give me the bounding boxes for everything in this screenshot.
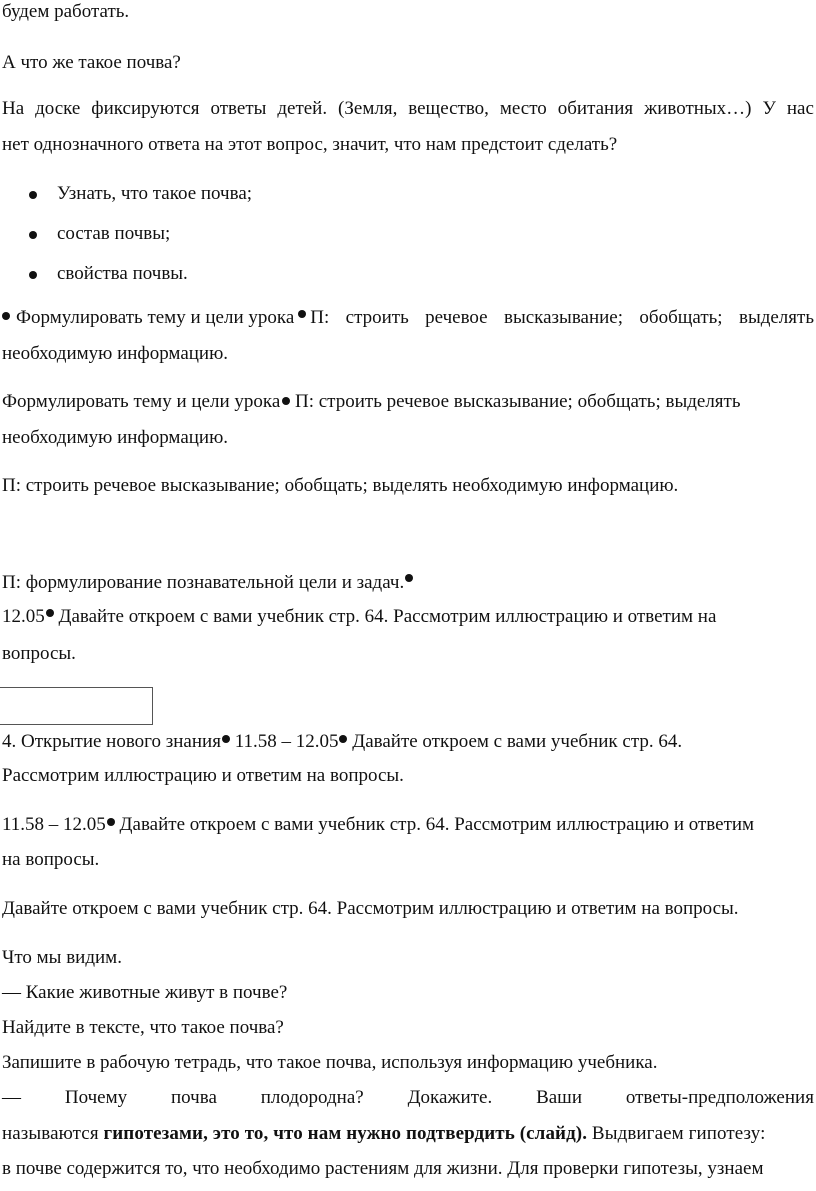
text-line: необходимую информацию. bbox=[2, 427, 229, 448]
text-line: Что мы видим. bbox=[2, 947, 122, 968]
text-line: А что же такое почва? bbox=[2, 52, 181, 73]
bullet-icon bbox=[29, 271, 37, 279]
text-line: Запишите в рабочую тетрадь, что такое почва, используя информацию учебника. bbox=[2, 1052, 658, 1073]
text-line: Давайте откроем с вами учебник стр. 64. Рассмотрим иллюстрацию и ответим на вопросы. bbox=[2, 898, 739, 919]
bullet-icon bbox=[2, 312, 10, 320]
bullet-icon bbox=[282, 397, 290, 405]
text-line: П: формулирование познавательной цели и задач. bbox=[2, 571, 413, 595]
text-line-justified: На доске фиксируются ответы детей. (Земля, вещество, место обитания животных…) У нас bbox=[2, 98, 814, 119]
bullet-icon bbox=[29, 231, 37, 239]
text-line: нет однозначного ответа на этот вопрос, значит, что нам предстоит сделать? bbox=[2, 134, 618, 155]
text-line: 12.05 Давайте откроем с вами учебник стр. 64. Рассмотрим иллюстрацию и ответим на bbox=[2, 606, 717, 627]
text-line: П: строить речевое высказывание; обобщать; выделять необходимую информацию. bbox=[2, 475, 679, 496]
text-line: 11.58 – 12.05 Давайте откроем с вами учебник стр. 64. Рассмотрим иллюстрацию и ответим bbox=[2, 814, 755, 835]
bullet-icon bbox=[29, 191, 37, 199]
text-line: в почве содержится то, что необходимо растениям для жизни. Для проверки гипотезы, узнаем bbox=[2, 1158, 764, 1179]
text-line-justified: — Почему почва плодородна? Докажите. Ваши ответы-предположения bbox=[2, 1087, 814, 1108]
bullet-icon bbox=[222, 735, 230, 743]
text-line: будем работать. bbox=[2, 1, 130, 22]
text-line: необходимую информацию. bbox=[2, 343, 229, 364]
text-line: Рассмотрим иллюстрацию и ответим на вопросы. bbox=[2, 765, 404, 786]
bullet-icon bbox=[405, 574, 413, 582]
text-line: Найдите в тексте, что такое почва? bbox=[2, 1017, 284, 1038]
bullet-icon bbox=[46, 609, 54, 617]
text-line: Формулировать тему и цели урока П: строить речевое высказывание; обобщать; выделять bbox=[2, 306, 814, 330]
text-line: вопросы. bbox=[2, 643, 76, 664]
text-line: 4. Открытие нового знания 11.58 – 12.05 Давайте откроем с вами учебник стр. 64. bbox=[2, 731, 683, 752]
text-line: называются гипотезами, это то, что нам нужно подтвердить (слайд). Выдвигаем гипотезу: bbox=[2, 1123, 766, 1144]
bullet-icon bbox=[107, 818, 115, 826]
text-line: на вопросы. bbox=[2, 849, 100, 870]
empty-frame bbox=[0, 687, 153, 725]
text-line: — Какие животные живут в почве? bbox=[2, 982, 288, 1003]
text-line: Формулировать тему и цели урока П: строить речевое высказывание; обобщать; выделять bbox=[2, 391, 741, 412]
bullet-icon bbox=[298, 310, 306, 318]
